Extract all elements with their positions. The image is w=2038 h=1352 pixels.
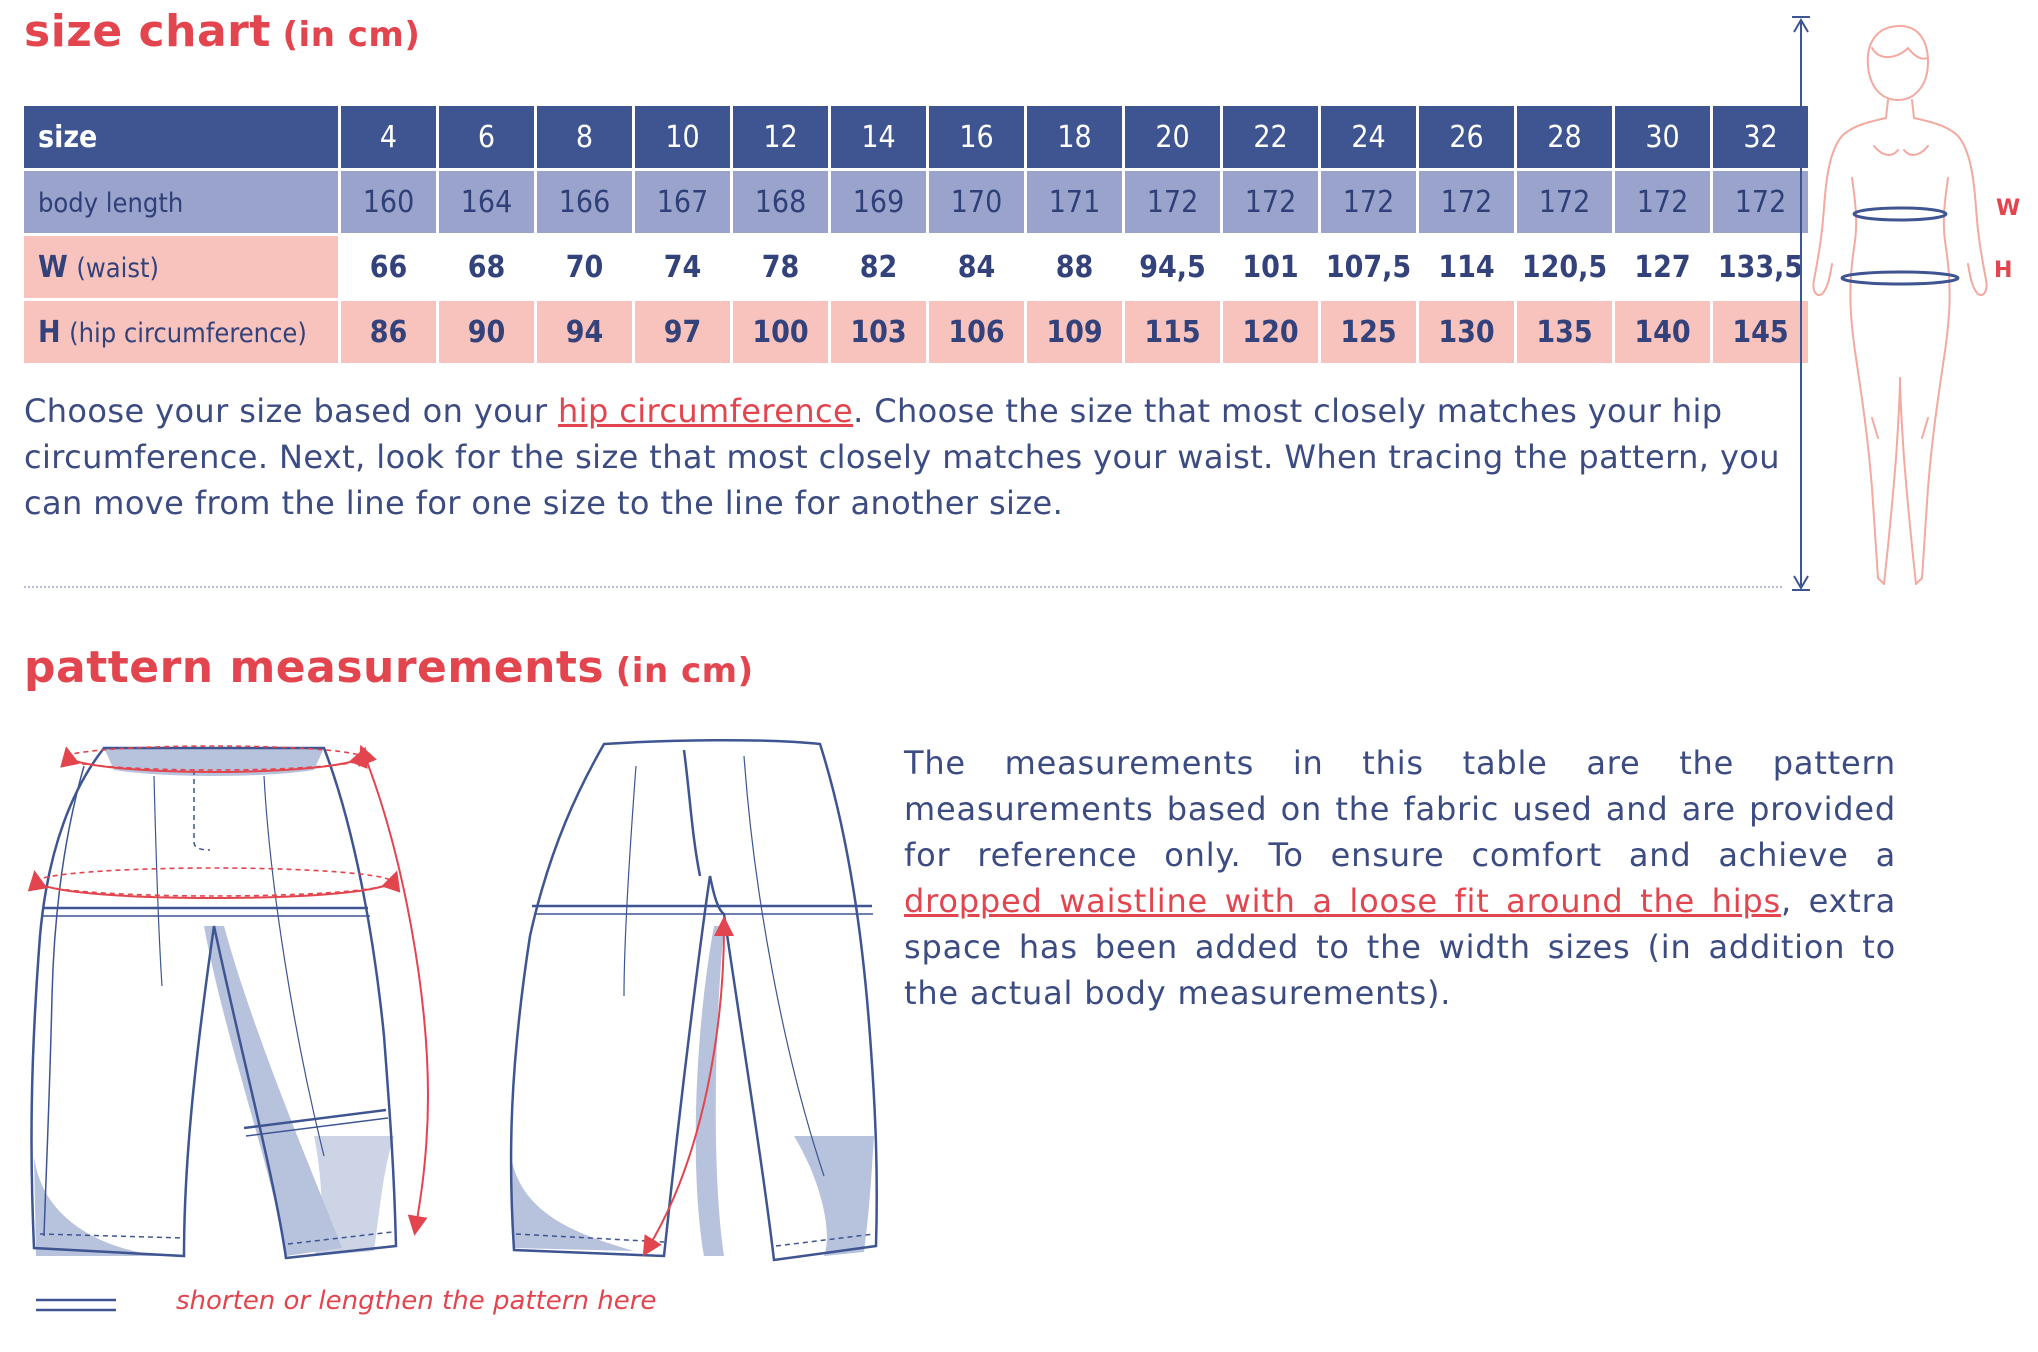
hip-row [24,301,1808,363]
front-trousers-icon [32,746,428,1258]
size-header-cell: 14 [831,106,926,168]
measurement-cell: 172 [1615,171,1710,233]
measurement-cell: 130 [1419,301,1514,363]
measurement-cell: 169 [831,171,926,233]
measurement-cell: 120 [1223,301,1318,363]
measurement-cell: 140 [1615,301,1710,363]
measurement-cell: 84 [929,236,1024,298]
measurement-cell: 166 [537,171,632,233]
size-chart-title: size chart (in cm) [24,6,421,57]
measurement-cell: 172 [1713,171,1808,233]
row-label-code: H [38,314,61,350]
measurement-cell: 68 [439,236,534,298]
measurement-cell: 167 [635,171,730,233]
size-header-cell: 12 [733,106,828,168]
measurement-cell: 171 [1027,171,1122,233]
size-header-cell: 4 [341,106,436,168]
size-header-cell: 20 [1125,106,1220,168]
size-header-label: size [24,106,338,168]
size-chart-table [21,103,1811,366]
measurement-cell: 74 [635,236,730,298]
measurement-cell: 94 [537,301,632,363]
size-instructions: Choose your size based on your hip circumference. Choose the size that most closely matches your hip circumference. Next, look for the size that most closely matches your waist. When tracing the pattern, you can move from the line for one size to the line for another size. [24,392,1780,522]
measurement-cell: 172 [1125,171,1220,233]
measurement-cell: 168 [733,171,828,233]
size-header-cell: 30 [1615,106,1710,168]
measurement-cell: 107,5 [1321,236,1416,298]
measurement-cell: 133,5 [1713,236,1808,298]
size-header-row [24,106,1808,168]
measurement-cell: 82 [831,236,926,298]
measurement-cell: 90 [439,301,534,363]
row-label-code: W [38,249,68,285]
measurement-cell: 170 [929,171,1024,233]
measurement-cell: 86 [341,301,436,363]
measurement-cell: 109 [1027,301,1122,363]
section-divider [24,586,1782,588]
pattern-measurements-title: pattern measurements (in cm) [24,642,754,693]
measurement-cell: 97 [635,301,730,363]
size-header-cell: 18 [1027,106,1122,168]
hip-circumference-highlight: hip circumference [557,392,854,430]
size-header-cell: 24 [1321,106,1416,168]
measurement-cell: 127 [1615,236,1710,298]
back-trousers-icon [510,740,877,1260]
measurement-cell: 78 [733,236,828,298]
measurement-cell: 145 [1713,301,1808,363]
measurement-cell: 172 [1321,171,1416,233]
measurement-cell: 114 [1419,236,1514,298]
hip-marker-label: H [1994,258,2013,283]
size-header-cell: 32 [1713,106,1808,168]
row-label [24,236,338,298]
measurement-cell: 115 [1125,301,1220,363]
size-header-cell: 8 [537,106,632,168]
row-label-text: (hip circumference) [69,317,307,349]
measurement-cell: 172 [1419,171,1514,233]
row-label [24,301,338,363]
size-header-cell: 22 [1223,106,1318,168]
pattern-description: The measurements in this table are the pattern measurements based on the fabric used and are provided for reference only. To ensure comfort and achieve a dropped waistline with a loose fit around the hips, extra space has been added to the width sizes (in addition to the actual body measurements). [904,744,1897,1012]
measurement-cell: 172 [1517,171,1612,233]
body-figure-icon [1812,18,1992,598]
measurement-cell: 135 [1517,301,1612,363]
trousers-illustration [24,736,884,1276]
size-header-cell: 28 [1517,106,1612,168]
measurement-cell: 106 [929,301,1024,363]
legend-label: shorten or lengthen the pattern here [176,1286,657,1316]
measurement-cell: 100 [733,301,828,363]
measurement-cell: 101 [1223,236,1318,298]
measurement-cell: 120,5 [1517,236,1612,298]
waist-marker-label: W [1996,196,2021,221]
measurement-cell: 70 [537,236,632,298]
dropped-waistline-highlight: dropped waistline with a loose fit around the hips [904,882,1782,920]
measurement-cell: 125 [1321,301,1416,363]
size-header-cell: 16 [929,106,1024,168]
row-label-text: body length [38,187,184,219]
double-line-icon [36,1296,116,1316]
row-label [24,171,338,233]
measurement-cell: 160 [341,171,436,233]
size-header-cell: 6 [439,106,534,168]
height-arrow-icon [1790,14,1812,594]
measurement-cell: 172 [1223,171,1318,233]
size-header-cell: 26 [1419,106,1514,168]
size-header-cell: 10 [635,106,730,168]
measurement-cell: 103 [831,301,926,363]
measurement-cell: 88 [1027,236,1122,298]
waist-row [24,236,1808,298]
measurement-cell: 66 [341,236,436,298]
row-label-text: (waist) [76,252,159,284]
measurement-cell: 164 [439,171,534,233]
measurement-cell: 94,5 [1125,236,1220,298]
body-length-row [24,171,1808,233]
